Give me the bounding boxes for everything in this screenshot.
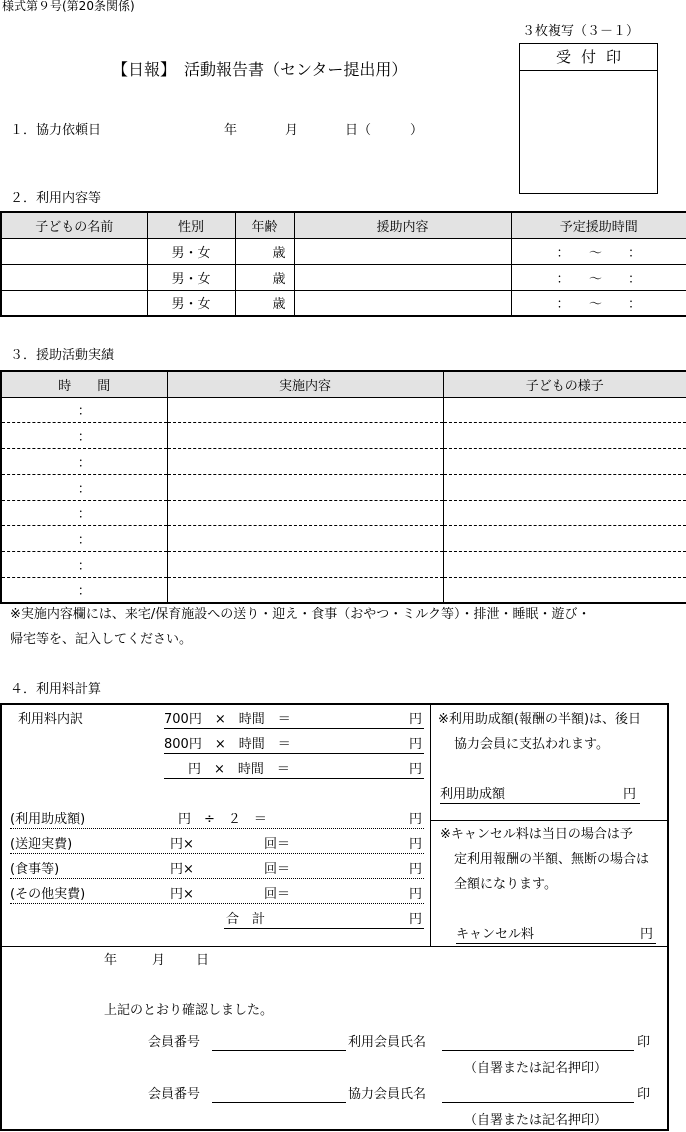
header-time: 時 間 — [1, 371, 167, 397]
total-yen: 円 — [409, 912, 423, 927]
table-row — [1, 500, 686, 526]
table-row — [1, 423, 686, 449]
table-row — [1, 526, 686, 552]
table-row — [1, 474, 686, 500]
other-formula: 円× — [170, 887, 194, 902]
rate2-formula: 800円 × 時間 ＝ — [164, 737, 291, 752]
child-condition-cell[interactable] — [443, 397, 686, 423]
meal-count: 回＝ — [264, 862, 291, 877]
scheduled-time-cell[interactable]: ： ～ ： — [511, 264, 686, 290]
age-cell[interactable]: 歳 — [235, 238, 294, 264]
request-day: 日（ ） — [345, 123, 424, 138]
cancel-fee-yen: 円 — [640, 927, 654, 942]
meal-line[interactable] — [10, 878, 424, 879]
activity-note-line2: 帰宅等を、記入してください。 — [10, 632, 193, 647]
subsidy-note-line1: ※利用助成額(報酬の半額)は、後日 — [438, 712, 642, 727]
activity-cell[interactable] — [167, 474, 443, 500]
transport-label: (送迎実費) — [10, 837, 73, 852]
child-name-cell[interactable] — [1, 238, 147, 264]
meal-label: (食事等) — [10, 862, 60, 877]
confirm-day: 日 — [196, 953, 210, 968]
other-yen: 円 — [409, 887, 423, 902]
assist-content-cell[interactable] — [294, 264, 511, 290]
age-cell[interactable]: 歳 — [235, 290, 294, 316]
activity-cell[interactable] — [167, 526, 443, 552]
confirm-text: 上記のとおり確認しました。 — [104, 1003, 274, 1018]
gender-cell[interactable]: 男・女 — [147, 290, 235, 316]
activity-cell[interactable] — [167, 449, 443, 475]
header-activity: 実施内容 — [167, 371, 443, 397]
assist-content-cell[interactable] — [294, 290, 511, 316]
rate1-formula: 700円 × 時間 ＝ — [164, 712, 291, 727]
user-member-no-label: 会員番号 — [148, 1035, 201, 1050]
time-cell[interactable]: ： — [1, 577, 167, 603]
transport-formula: 円× — [170, 837, 194, 852]
activity-cell[interactable] — [167, 500, 443, 526]
meal-formula: 円× — [170, 862, 194, 877]
scheduled-time-cell[interactable]: ： ～ ： — [511, 290, 686, 316]
transport-count: 回＝ — [264, 837, 291, 852]
activity-cell[interactable] — [167, 552, 443, 578]
user-name-field[interactable] — [442, 1050, 634, 1051]
header-child-condition: 子どもの様子 — [443, 371, 686, 397]
table-row — [1, 238, 686, 264]
time-cell[interactable]: ： — [1, 500, 167, 526]
header-assist-content: 援助内容 — [294, 212, 511, 238]
gender-cell[interactable]: 男・女 — [147, 264, 235, 290]
helper-name-field[interactable] — [442, 1102, 634, 1103]
copy-note: ３枚複写（３－１） — [522, 24, 640, 39]
section3-label: ３．援助活動実績 — [10, 348, 115, 363]
section2-label: ２．利用内容等 — [10, 191, 102, 206]
rate3-yen: 円 — [409, 762, 423, 777]
child-condition-cell[interactable] — [443, 423, 686, 449]
header-child-name: 子どもの名前 — [1, 212, 147, 238]
fee-calculation-box — [0, 703, 669, 1131]
activity-table — [0, 370, 686, 604]
helper-sign-note: （自署または記名押印） — [464, 1113, 608, 1128]
helper-name-label: 協力会員氏名 — [348, 1087, 427, 1102]
time-cell[interactable]: ： — [1, 397, 167, 423]
activity-cell[interactable] — [167, 423, 443, 449]
total-label: 合 計 — [226, 912, 266, 927]
form-number: 様式第９号(第20条関係) — [2, 0, 135, 13]
activity-cell[interactable] — [167, 397, 443, 423]
user-sign-note: （自署または記名押印） — [464, 1061, 608, 1076]
request-year: 年 — [224, 123, 238, 138]
child-condition-cell[interactable] — [443, 552, 686, 578]
user-name-label: 利用会員氏名 — [348, 1035, 427, 1050]
helper-member-no-field[interactable] — [212, 1102, 346, 1103]
child-condition-cell[interactable] — [443, 577, 686, 603]
other-label: (その他実費) — [10, 887, 86, 902]
subsidy-label: (利用助成額) — [10, 812, 86, 827]
user-seal: 印 — [637, 1035, 651, 1050]
right-divider — [430, 820, 667, 821]
rate2-yen: 円 — [409, 737, 423, 752]
user-member-no-field[interactable] — [212, 1050, 346, 1051]
rate2-line[interactable] — [164, 753, 424, 754]
helper-seal: 印 — [637, 1087, 651, 1102]
activity-note-line1: ※実施内容欄には、来宅/保育施設への送り・迎え・食事（おやつ・ミルク等）・排泄・睡眠・遊び・ — [10, 607, 591, 622]
child-name-cell[interactable] — [1, 290, 147, 316]
confirm-year: 年 — [104, 953, 118, 968]
table-row — [1, 577, 686, 603]
child-condition-cell[interactable] — [443, 449, 686, 475]
time-cell[interactable]: ： — [1, 552, 167, 578]
other-count: 回＝ — [264, 887, 291, 902]
helper-member-no-label: 会員番号 — [148, 1087, 201, 1102]
subsidy-formula: 円 ÷ ２ ＝ — [178, 812, 267, 827]
subsidy-amount-yen: 円 — [623, 787, 637, 802]
scheduled-time-cell[interactable]: ： ～ ： — [511, 238, 686, 264]
rate1-line[interactable] — [164, 728, 424, 729]
total-line[interactable] — [224, 928, 424, 929]
rate3-formula: 円 × 時間 ＝ — [188, 762, 290, 777]
time-cell[interactable]: ： — [1, 474, 167, 500]
header-scheduled-time: 予定援助時間 — [511, 212, 686, 238]
breakdown-label: 利用料内訳 — [18, 712, 84, 727]
child-condition-cell[interactable] — [443, 474, 686, 500]
usage-table — [0, 211, 686, 317]
table-row — [1, 290, 686, 316]
activity-cell[interactable] — [167, 577, 443, 603]
meal-yen: 円 — [409, 862, 423, 877]
receipt-stamp-label: 受付印 — [520, 44, 657, 71]
child-condition-cell[interactable] — [443, 526, 686, 552]
other-line[interactable] — [10, 903, 424, 904]
subsidy-yen: 円 — [409, 812, 423, 827]
rate3-line[interactable] — [164, 778, 424, 779]
table-row — [1, 552, 686, 578]
confirm-month: 月 — [152, 953, 166, 968]
child-condition-cell[interactable] — [443, 500, 686, 526]
age-cell[interactable]: 歳 — [235, 264, 294, 290]
table-row — [1, 397, 686, 423]
request-month: 月 — [285, 123, 299, 138]
table-row — [1, 264, 686, 290]
cancel-note-line2: 定利用報酬の半額、無断の場合は — [454, 852, 650, 867]
cancel-note-line3: 全額になります。 — [454, 877, 557, 892]
cancel-fee-label: キャンセル料 — [456, 927, 535, 942]
gender-cell[interactable]: 男・女 — [147, 238, 235, 264]
table-row — [1, 449, 686, 475]
child-name-cell[interactable] — [1, 264, 147, 290]
subsidy-line[interactable] — [10, 828, 424, 829]
receipt-stamp-box — [519, 43, 658, 194]
page-title: 【日報】 活動報告書（センター提出用） — [112, 60, 408, 79]
rate1-yen: 円 — [409, 712, 423, 727]
horizontal-divider — [2, 946, 667, 947]
subsidy-amount-label: 利用助成額 — [440, 787, 506, 802]
assist-content-cell[interactable] — [294, 238, 511, 264]
transport-yen: 円 — [409, 837, 423, 852]
section4-label: ４．利用料計算 — [10, 682, 102, 697]
cancel-fee-line[interactable] — [456, 943, 656, 944]
header-gender: 性別 — [147, 212, 235, 238]
time-cell[interactable]: ： — [1, 423, 167, 449]
vertical-divider — [430, 705, 431, 946]
transport-line[interactable] — [10, 853, 424, 854]
section1-label: １．協力依頼日 — [10, 123, 102, 138]
subsidy-note-line2: 協力会員に支払われます。 — [454, 737, 609, 752]
header-age: 年齢 — [235, 212, 294, 238]
time-cell[interactable]: ： — [1, 526, 167, 552]
subsidy-amount-line[interactable] — [440, 803, 640, 804]
cancel-note-line1: ※キャンセル料は当日の場合は予 — [440, 827, 633, 842]
time-cell[interactable]: ： — [1, 449, 167, 475]
